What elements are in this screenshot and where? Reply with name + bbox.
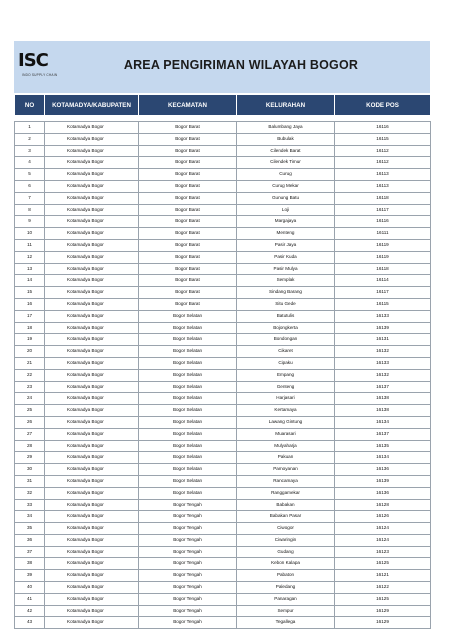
row-kode-pos: 16134 (335, 416, 431, 428)
column-header-kecamatan: KECAMATAN (139, 95, 237, 116)
row-number: 8 (15, 204, 45, 216)
row-kelurahan: Pabaton (237, 570, 335, 582)
row-kabupaten: Kotamadya Bogor (45, 275, 139, 287)
row-number: 30 (15, 464, 45, 476)
row-kelurahan: Empang (237, 369, 335, 381)
table-row (15, 593, 431, 605)
row-number: 33 (15, 499, 45, 511)
row-kelurahan: Menteng (237, 228, 335, 240)
row-number: 39 (15, 570, 45, 582)
row-kabupaten: Kotamadya Bogor (45, 570, 139, 582)
table-row (15, 216, 431, 228)
table-row (15, 157, 431, 169)
row-kecamatan: Bogor Barat (139, 169, 237, 181)
table-row (15, 605, 431, 617)
table-row (15, 440, 431, 452)
table-row (15, 251, 431, 263)
column-header-kode-pos: KODE POS (335, 95, 431, 116)
row-number: 35 (15, 523, 45, 535)
row-number: 1 (15, 122, 45, 134)
table-row (15, 558, 431, 570)
row-kelurahan: Cilendek Barat (237, 145, 335, 157)
table-row (15, 405, 431, 417)
page-title: AREA PENGIRIMAN WILAYAH BOGOR (123, 58, 359, 72)
row-kelurahan: Loji (237, 204, 335, 216)
row-number: 13 (15, 263, 45, 275)
row-kabupaten: Kotamadya Bogor (45, 546, 139, 558)
row-kelurahan: Babakan (237, 499, 335, 511)
row-kecamatan: Bogor Selatan (139, 369, 237, 381)
row-kode-pos: 16135 (335, 440, 431, 452)
row-kode-pos: 16117 (335, 204, 431, 216)
row-kelurahan: Situ Gede (237, 298, 335, 310)
row-kode-pos: 16136 (335, 487, 431, 499)
table-row (15, 582, 431, 594)
row-kabupaten: Kotamadya Bogor (45, 534, 139, 546)
row-kode-pos: 16118 (335, 192, 431, 204)
row-number: 3 (15, 145, 45, 157)
row-kabupaten: Kotamadya Bogor (45, 475, 139, 487)
row-kabupaten: Kotamadya Bogor (45, 216, 139, 228)
row-kode-pos: 16122 (335, 582, 431, 594)
row-kabupaten: Kotamadya Bogor (45, 251, 139, 263)
row-kabupaten: Kotamadya Bogor (45, 393, 139, 405)
row-kelurahan: Sindang Barang (237, 287, 335, 299)
row-kelurahan: Gudang (237, 546, 335, 558)
table-row (15, 322, 431, 334)
row-number: 18 (15, 322, 45, 334)
row-kabupaten: Kotamadya Bogor (45, 487, 139, 499)
row-kecamatan: Bogor Tengah (139, 582, 237, 594)
row-kabupaten: Kotamadya Bogor (45, 499, 139, 511)
row-kode-pos: 16128 (335, 499, 431, 511)
row-kelurahan: Genteng (237, 381, 335, 393)
row-kode-pos: 16111 (335, 228, 431, 240)
row-kelurahan: Panaragan (237, 593, 335, 605)
logo-subtext: INDO SUPPLY CHAIN (22, 73, 58, 77)
row-kelurahan: Gunung Batu (237, 192, 335, 204)
row-kabupaten: Kotamadya Bogor (45, 204, 139, 216)
table-row (15, 122, 431, 134)
row-kecamatan: Bogor Selatan (139, 487, 237, 499)
row-kode-pos: 16126 (335, 511, 431, 523)
row-kecamatan: Bogor Tengah (139, 534, 237, 546)
column-header-kelurahan: KELURAHAN (237, 95, 335, 116)
row-kabupaten: Kotamadya Bogor (45, 192, 139, 204)
row-kode-pos: 16132 (335, 346, 431, 358)
row-kecamatan: Bogor Barat (139, 133, 237, 145)
row-kecamatan: Bogor Tengah (139, 523, 237, 535)
row-kelurahan: Pasir Mulya (237, 263, 335, 275)
company-logo (18, 48, 68, 80)
row-kode-pos: 16133 (335, 310, 431, 322)
logo-text: ISC (18, 50, 48, 71)
row-kabupaten: Kotamadya Bogor (45, 416, 139, 428)
row-kelurahan: Bojongkerta (237, 322, 335, 334)
row-kecamatan: Bogor Barat (139, 251, 237, 263)
row-kecamatan: Bogor Selatan (139, 452, 237, 464)
row-kelurahan: Muarasari (237, 428, 335, 440)
row-kecamatan: Bogor Selatan (139, 310, 237, 322)
table-row (15, 357, 431, 369)
row-kelurahan: Cilendek Timur (237, 157, 335, 169)
table-row (15, 180, 431, 192)
row-kode-pos: 16119 (335, 251, 431, 263)
row-kabupaten: Kotamadya Bogor (45, 617, 139, 629)
table-row (15, 428, 431, 440)
row-kode-pos: 16112 (335, 157, 431, 169)
row-kode-pos: 16139 (335, 475, 431, 487)
row-kode-pos: 16129 (335, 605, 431, 617)
row-number: 2 (15, 133, 45, 145)
row-number: 19 (15, 334, 45, 346)
row-number: 12 (15, 251, 45, 263)
row-number: 17 (15, 310, 45, 322)
table-row (15, 239, 431, 251)
row-kode-pos: 16124 (335, 534, 431, 546)
row-kode-pos: 16131 (335, 334, 431, 346)
row-kode-pos: 16125 (335, 558, 431, 570)
row-kode-pos: 16134 (335, 452, 431, 464)
table-row (15, 452, 431, 464)
row-number: 40 (15, 582, 45, 594)
row-kecamatan: Bogor Selatan (139, 405, 237, 417)
row-number: 26 (15, 416, 45, 428)
row-kecamatan: Bogor Barat (139, 228, 237, 240)
row-kecamatan: Bogor Tengah (139, 605, 237, 617)
row-kecamatan: Bogor Selatan (139, 381, 237, 393)
row-kelurahan: Balumbang Jaya (237, 122, 335, 134)
table-row (15, 133, 431, 145)
row-kecamatan: Bogor Barat (139, 263, 237, 275)
table-row (15, 145, 431, 157)
row-number: 14 (15, 275, 45, 287)
row-kabupaten: Kotamadya Bogor (45, 180, 139, 192)
row-kabupaten: Kotamadya Bogor (45, 511, 139, 523)
row-number: 7 (15, 192, 45, 204)
row-kelurahan: Pasir Kuda (237, 251, 335, 263)
row-kelurahan: Mulyaharja (237, 440, 335, 452)
table-row (15, 334, 431, 346)
row-number: 20 (15, 346, 45, 358)
row-kabupaten: Kotamadya Bogor (45, 452, 139, 464)
row-kode-pos: 16115 (335, 133, 431, 145)
table-header-row (15, 95, 431, 116)
row-kecamatan: Bogor Barat (139, 204, 237, 216)
row-kabupaten: Kotamadya Bogor (45, 381, 139, 393)
row-kode-pos: 16117 (335, 287, 431, 299)
row-kabupaten: Kotamadya Bogor (45, 310, 139, 322)
row-number: 24 (15, 393, 45, 405)
row-kecamatan: Bogor Tengah (139, 499, 237, 511)
row-kode-pos: 16125 (335, 593, 431, 605)
row-kode-pos: 16121 (335, 570, 431, 582)
row-kabupaten: Kotamadya Bogor (45, 605, 139, 617)
row-number: 5 (15, 169, 45, 181)
table-row (15, 287, 431, 299)
row-kabupaten: Kotamadya Bogor (45, 405, 139, 417)
row-kecamatan: Bogor Selatan (139, 428, 237, 440)
table-row (15, 499, 431, 511)
row-kabupaten: Kotamadya Bogor (45, 593, 139, 605)
table-row (15, 416, 431, 428)
row-kecamatan: Bogor Barat (139, 298, 237, 310)
row-kabupaten: Kotamadya Bogor (45, 357, 139, 369)
table-row (15, 310, 431, 322)
row-kecamatan: Bogor Barat (139, 180, 237, 192)
table-row (15, 346, 431, 358)
row-kabupaten: Kotamadya Bogor (45, 157, 139, 169)
row-kelurahan: Curug (237, 169, 335, 181)
row-number: 21 (15, 357, 45, 369)
row-kelurahan: Kebon Kalapa (237, 558, 335, 570)
row-kecamatan: Bogor Tengah (139, 546, 237, 558)
row-kelurahan: Sempur (237, 605, 335, 617)
row-kode-pos: 16115 (335, 298, 431, 310)
row-kabupaten: Kotamadya Bogor (45, 322, 139, 334)
table-row (15, 275, 431, 287)
table-row (15, 487, 431, 499)
row-kelurahan: Ranggamekar (237, 487, 335, 499)
row-number: 32 (15, 487, 45, 499)
row-kabupaten: Kotamadya Bogor (45, 287, 139, 299)
row-kelurahan: Cipaku (237, 357, 335, 369)
row-kode-pos: 16136 (335, 464, 431, 476)
row-kode-pos: 16119 (335, 239, 431, 251)
row-kode-pos: 16137 (335, 381, 431, 393)
row-kecamatan: Bogor Selatan (139, 475, 237, 487)
row-kabupaten: Kotamadya Bogor (45, 133, 139, 145)
row-kecamatan: Bogor Barat (139, 145, 237, 157)
row-number: 29 (15, 452, 45, 464)
column-header-kabupaten: KOTAMADYA/KABUPATEN (45, 95, 139, 116)
table-row (15, 617, 431, 629)
row-number: 15 (15, 287, 45, 299)
row-kode-pos: 16112 (335, 145, 431, 157)
row-number: 31 (15, 475, 45, 487)
row-kode-pos: 16138 (335, 405, 431, 417)
row-kabupaten: Kotamadya Bogor (45, 298, 139, 310)
row-number: 4 (15, 157, 45, 169)
row-kecamatan: Bogor Barat (139, 157, 237, 169)
row-kecamatan: Bogor Tengah (139, 558, 237, 570)
table-row (15, 570, 431, 582)
row-kecamatan: Bogor Barat (139, 216, 237, 228)
row-kelurahan: Semplak (237, 275, 335, 287)
row-kabupaten: Kotamadya Bogor (45, 239, 139, 251)
column-header-no: NO (15, 95, 45, 116)
row-number: 9 (15, 216, 45, 228)
row-kecamatan: Bogor Selatan (139, 393, 237, 405)
table-row (15, 381, 431, 393)
row-kelurahan: Batutulis (237, 310, 335, 322)
row-kode-pos: 16132 (335, 369, 431, 381)
row-number: 34 (15, 511, 45, 523)
row-kode-pos: 16123 (335, 546, 431, 558)
row-kecamatan: Bogor Selatan (139, 322, 237, 334)
row-kecamatan: Bogor Barat (139, 275, 237, 287)
row-number: 10 (15, 228, 45, 240)
row-kode-pos: 16137 (335, 428, 431, 440)
row-kecamatan: Bogor Selatan (139, 346, 237, 358)
row-kelurahan: Cikaret (237, 346, 335, 358)
table-row (15, 464, 431, 476)
table-row (15, 204, 431, 216)
row-kecamatan: Bogor Tengah (139, 617, 237, 629)
row-kabupaten: Kotamadya Bogor (45, 263, 139, 275)
row-kode-pos: 16138 (335, 393, 431, 405)
row-kabupaten: Kotamadya Bogor (45, 558, 139, 570)
row-kabupaten: Kotamadya Bogor (45, 122, 139, 134)
row-number: 22 (15, 369, 45, 381)
row-kelurahan: Pasir Jaya (237, 239, 335, 251)
row-kabupaten: Kotamadya Bogor (45, 440, 139, 452)
table-row (15, 393, 431, 405)
row-kabupaten: Kotamadya Bogor (45, 582, 139, 594)
row-kecamatan: Bogor Tengah (139, 570, 237, 582)
row-kode-pos: 16139 (335, 322, 431, 334)
row-number: 38 (15, 558, 45, 570)
row-kelurahan: Paledang (237, 582, 335, 594)
table-row (15, 228, 431, 240)
row-kelurahan: Bubulak (237, 133, 335, 145)
row-kecamatan: Bogor Barat (139, 287, 237, 299)
row-kelurahan: Margajaya (237, 216, 335, 228)
row-kabupaten: Kotamadya Bogor (45, 228, 139, 240)
table-body (15, 122, 431, 629)
row-kabupaten: Kotamadya Bogor (45, 428, 139, 440)
row-kelurahan: Rancamaya (237, 475, 335, 487)
row-kelurahan: Kertamaya (237, 405, 335, 417)
row-number: 37 (15, 546, 45, 558)
row-kabupaten: Kotamadya Bogor (45, 523, 139, 535)
row-kode-pos: 16124 (335, 523, 431, 535)
table-row (15, 369, 431, 381)
row-kecamatan: Bogor Selatan (139, 416, 237, 428)
row-kecamatan: Bogor Barat (139, 239, 237, 251)
row-kode-pos: 16113 (335, 180, 431, 192)
row-kode-pos: 16133 (335, 357, 431, 369)
row-number: 28 (15, 440, 45, 452)
row-kelurahan: Curug Mekar (237, 180, 335, 192)
row-kabupaten: Kotamadya Bogor (45, 369, 139, 381)
row-kelurahan: Pamoyanan (237, 464, 335, 476)
row-kecamatan: Bogor Barat (139, 122, 237, 134)
row-number: 6 (15, 180, 45, 192)
row-kabupaten: Kotamadya Bogor (45, 145, 139, 157)
row-number: 27 (15, 428, 45, 440)
table-row (15, 523, 431, 535)
table-row (15, 475, 431, 487)
row-number: 25 (15, 405, 45, 417)
row-kecamatan: Bogor Selatan (139, 357, 237, 369)
table-row (15, 298, 431, 310)
row-kode-pos: 16114 (335, 275, 431, 287)
row-kecamatan: Bogor Barat (139, 192, 237, 204)
row-kecamatan: Bogor Tengah (139, 511, 237, 523)
row-kabupaten: Kotamadya Bogor (45, 464, 139, 476)
row-kelurahan: Lawang Gintung (237, 416, 335, 428)
row-number: 42 (15, 605, 45, 617)
row-kelurahan: Babakan Pasar (237, 511, 335, 523)
table-row (15, 169, 431, 181)
delivery-area-table (14, 94, 431, 629)
row-kode-pos: 16129 (335, 617, 431, 629)
row-kelurahan: Ciwogor (237, 523, 335, 535)
row-kode-pos: 16116 (335, 122, 431, 134)
row-kode-pos: 16113 (335, 169, 431, 181)
table-row (15, 263, 431, 275)
table-row (15, 192, 431, 204)
row-number: 23 (15, 381, 45, 393)
row-kecamatan: Bogor Selatan (139, 334, 237, 346)
row-kabupaten: Kotamadya Bogor (45, 169, 139, 181)
row-kelurahan: Harjasari (237, 393, 335, 405)
table-row (15, 534, 431, 546)
row-number: 16 (15, 298, 45, 310)
row-kecamatan: Bogor Selatan (139, 464, 237, 476)
row-kabupaten: Kotamadya Bogor (45, 334, 139, 346)
row-number: 41 (15, 593, 45, 605)
row-kelurahan: Bondongan (237, 334, 335, 346)
row-kabupaten: Kotamadya Bogor (45, 346, 139, 358)
row-kelurahan: Ciwaringin (237, 534, 335, 546)
row-number: 11 (15, 239, 45, 251)
table-row (15, 546, 431, 558)
row-number: 36 (15, 534, 45, 546)
table-row (15, 511, 431, 523)
row-kecamatan: Bogor Selatan (139, 440, 237, 452)
row-kode-pos: 16116 (335, 216, 431, 228)
row-kecamatan: Bogor Tengah (139, 593, 237, 605)
row-kelurahan: Pakuan (237, 452, 335, 464)
row-kelurahan: Tegallega (237, 617, 335, 629)
row-number: 43 (15, 617, 45, 629)
row-kode-pos: 16118 (335, 263, 431, 275)
